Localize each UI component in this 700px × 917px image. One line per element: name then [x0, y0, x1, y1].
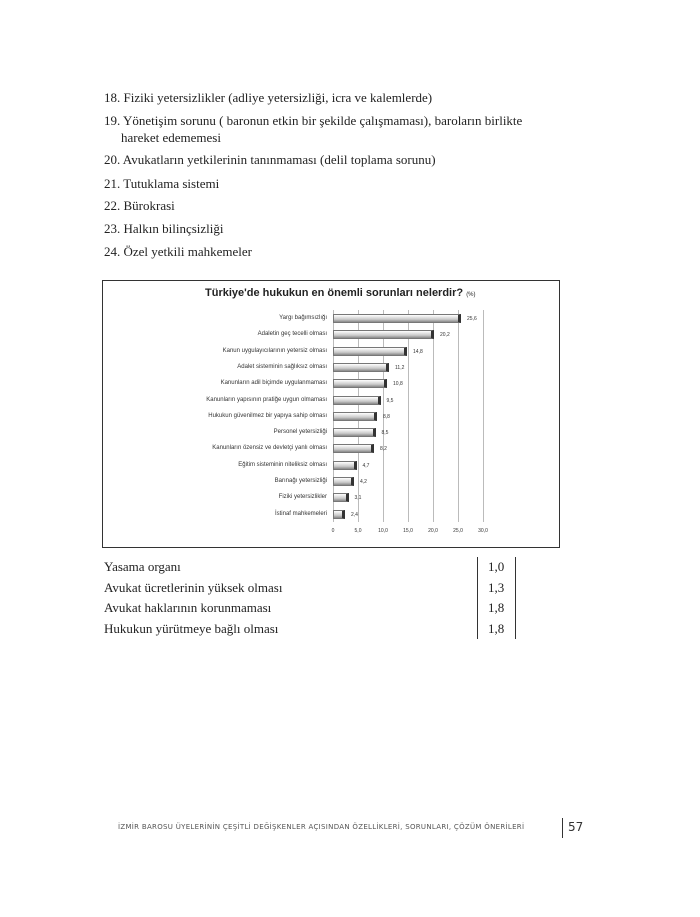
value-label: 4,7 — [362, 462, 370, 469]
category-label: Kanun uygulayıcılarının yetersiz olması — [222, 347, 327, 354]
category-label: Fiziki yetersizlikler — [278, 494, 327, 501]
list-item: 22. Bürokrasi — [104, 198, 175, 213]
category-label: Eğitim sisteminin niteliksiz olması — [238, 461, 327, 468]
value-label: 2,4 — [351, 511, 358, 518]
row-label: Avukat haklarının korunmaması — [104, 600, 272, 615]
x-tick-label: 5,0 — [354, 528, 362, 534]
chart-frame — [102, 280, 560, 548]
x-tick-label: 10,0 — [378, 528, 388, 534]
row-label: Hukukun yürütmeye bağlı olması — [104, 621, 279, 636]
bar — [333, 461, 357, 470]
value-label: 8,2 — [380, 446, 387, 453]
bar — [333, 396, 381, 405]
value-label: 3,1 — [354, 495, 362, 502]
category-label: Barınağı yetersizliği — [274, 478, 327, 484]
value-label: 9,5 — [386, 397, 394, 404]
bar — [333, 330, 434, 339]
footer-divider — [562, 818, 563, 838]
list-item: 18. Fiziki yetersizlikler (adliye yetersizliği, icra ve kalemlerde) — [104, 90, 433, 105]
table-row — [104, 559, 514, 575]
row-value: 1,3 — [488, 580, 505, 595]
gridline — [458, 310, 459, 522]
bar — [333, 363, 389, 372]
gridline — [483, 310, 484, 522]
category-label: Adaletin geç tecelli olması — [257, 331, 327, 338]
row-value: 1,0 — [488, 559, 505, 574]
list-item: 19. Yönetişim sorunu ( baronun etkin bir şekilde çalışmaması), baroların birlikte — [104, 113, 523, 128]
list-item-continuation: hareket edememesi — [121, 130, 221, 145]
table-row — [104, 621, 514, 637]
category-label: Personel yetersizliği — [273, 429, 327, 436]
bar — [333, 314, 461, 323]
x-tick-label: 0 — [331, 528, 335, 534]
row-value: 1,8 — [488, 600, 505, 615]
value-label: 20,2 — [440, 332, 450, 339]
category-label: Yargı bağımsızlığı — [279, 315, 327, 321]
category-label: Kanunların özensiz ve devletçi yanlı olması — [212, 445, 327, 452]
list-item: 24. Özel yetkili mahkemeler — [104, 244, 253, 259]
x-tick-label: 25,0 — [453, 528, 463, 534]
x-tick-label: 30,0 — [478, 528, 488, 534]
x-tick-label: 20,0 — [428, 528, 438, 534]
category-label: Hukukun güvenilmez bir yapıya sahip olması — [208, 412, 327, 419]
bar — [333, 379, 387, 388]
value-label: 8,8 — [383, 413, 390, 420]
bar — [333, 510, 345, 519]
bar — [333, 493, 349, 502]
category-label: Adalet sisteminin sağlıksız olması — [237, 363, 327, 370]
bar — [333, 412, 377, 421]
gridline — [408, 310, 409, 522]
category-label: Kanunların adil biçimde uygulanmaması — [220, 380, 327, 387]
table-row — [104, 600, 514, 616]
value-label: 11,2 — [395, 364, 405, 371]
value-label: 25,6 — [467, 316, 477, 322]
table-divider — [477, 557, 478, 639]
category-label: Kanunların yapısının pratiğe uygun olmaması — [206, 396, 327, 403]
bar — [333, 428, 376, 437]
bar — [333, 347, 407, 356]
value-label: 10,8 — [393, 381, 403, 388]
running-footer: İZMİR BAROSU ÜYELERİNİN ÇEŞİTLİ DEĞİŞKENLER AÇISINDAN ÖZELLİKLERİ, SORUNLARI, ÇÖZÜM ÖNERİLERİ — [118, 823, 525, 831]
row-label: Avukat ücretlerinin yüksek olması — [104, 580, 283, 595]
x-tick-label: 15,0 — [403, 528, 413, 534]
category-label: İstinaf mahkemeleri — [274, 510, 327, 517]
value-label: 8,5 — [381, 430, 389, 437]
row-value: 1,8 — [488, 621, 505, 636]
bar — [333, 444, 374, 453]
list-item: 23. Halkın bilinçsizliği — [104, 221, 224, 236]
chart-unit: (%) — [466, 292, 476, 298]
list-item: 21. Tutuklama sistemi — [104, 176, 220, 191]
chart-title-text: Türkiye'de hukukun en önemli sorunları nelerdir? — [205, 287, 464, 299]
table-row — [104, 580, 514, 596]
chart-title — [205, 287, 476, 299]
list-item: 20. Avukatların yetkilerinin tanınmaması (delil toplama sorunu) — [104, 152, 436, 167]
gridline — [433, 310, 434, 522]
row-label: Yasama organı — [104, 559, 181, 574]
bar — [333, 477, 354, 486]
page-number: 57 — [568, 820, 584, 834]
table-divider — [515, 557, 516, 639]
value-label: 4,2 — [360, 479, 367, 485]
value-label: 14,8 — [413, 348, 423, 355]
